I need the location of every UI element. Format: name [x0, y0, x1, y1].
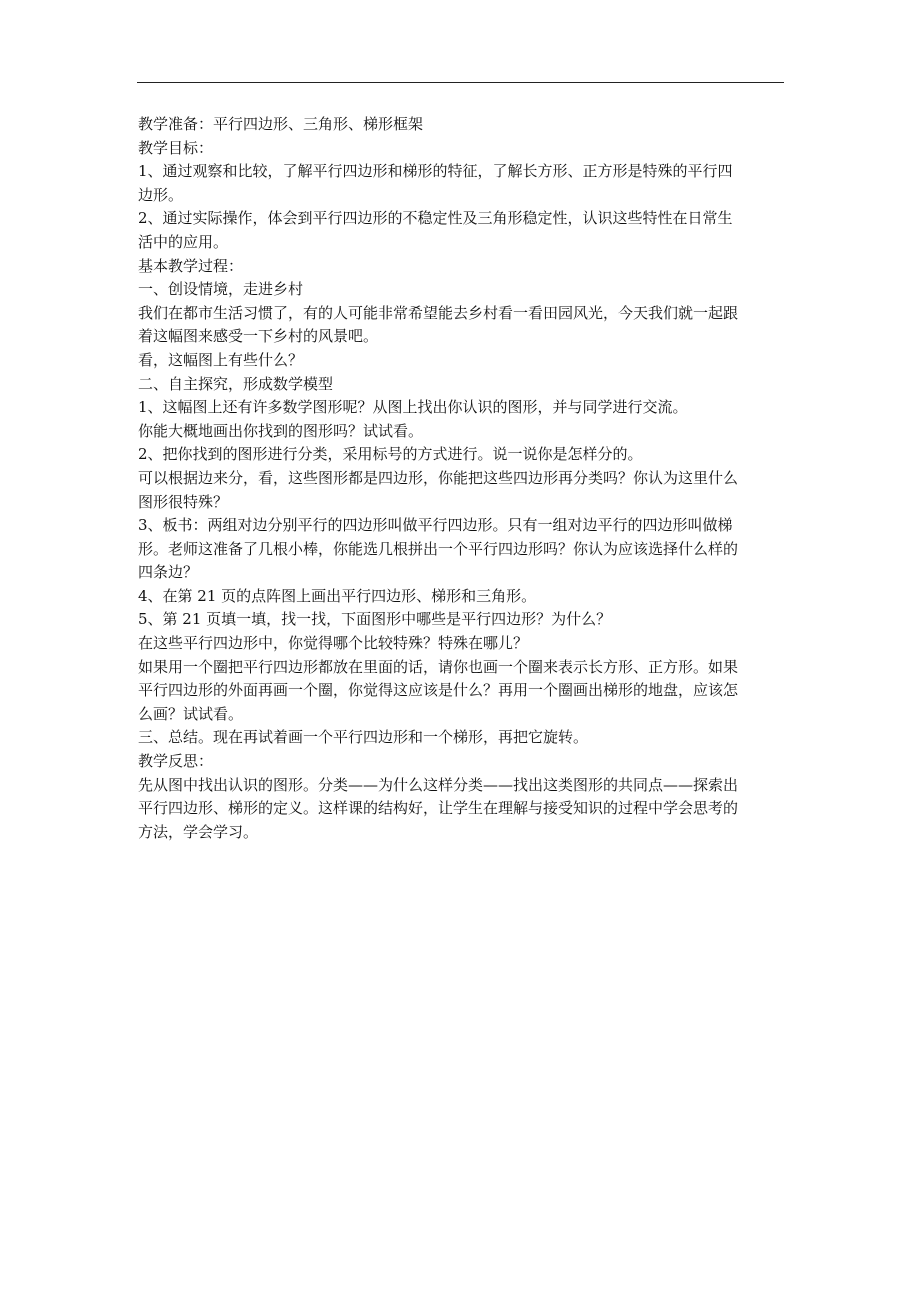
text-line: 教学目标： — [138, 138, 214, 157]
text-line: 4、在第 21 页的点阵图上画出平行四边形、梯形和三角形。 — [138, 586, 537, 605]
text-line: 活中的应用。 — [138, 232, 229, 251]
text-line: 看，这幅图上有些什么？ — [138, 350, 304, 369]
text-line: 先从图中找出认识的图形。分类——为什么这样分类——找出这类图形的共同点——探索出 — [138, 775, 739, 794]
text-line: 着这幅图来感受一下乡村的风景吧。 — [138, 327, 379, 346]
text-line: 2、把你找到的图形进行分类，采用标号的方式进行。说一说你是怎样分的。 — [138, 445, 643, 464]
text-line: 1、这幅图上还有许多数学图形呢？从图上找出你认识的图形，并与同学进行交流。 — [138, 398, 688, 417]
text-line: 教学反思： — [138, 752, 214, 771]
text-line: 三、总结。现在再试着画一个平行四边形和一个梯形，再把它旋转。 — [138, 728, 589, 747]
text-line: 教学准备：平行四边形、三角形、梯形框架 — [138, 115, 424, 133]
text-line: 如果用一个圈把平行四边形都放在里面的话，请你也画一个圈来表示长方形、正方形。如果 — [138, 657, 739, 676]
text-line: 四条边？ — [138, 563, 199, 582]
text-line: 图形很特殊？ — [138, 492, 229, 511]
text-line: 你能大概地画出你找到的图形吗？试试看。 — [138, 421, 424, 440]
text-line: 3、板书：两组对边分别平行的四边形叫做平行四边形。只有一组对边平行的四边形叫做梯 — [138, 516, 733, 535]
text-line: 1、通过观察和比较，了解平行四边形和梯形的特征，了解长方形、正方形是特殊的平行四 — [138, 162, 733, 181]
text-line: 我们在都市生活习惯了，有的人可能非常希望能去乡村看一看田园风光，今天我们就一起跟 — [138, 303, 739, 322]
document-body — [138, 113, 788, 844]
text-line: 边形。 — [138, 185, 184, 204]
text-line: 5、第 21 页填一填，找一找，下面图形中哪些是平行四边形？为什么？ — [138, 610, 612, 629]
text-line: 一、创设情境，走进乡村 — [138, 280, 304, 299]
text-line: 么画？试试看。 — [138, 704, 244, 723]
text-line: 平行四边形、梯形的定义。这样课的结构好，让学生在理解与接受知识的过程中学会思考的 — [138, 799, 739, 818]
header-rule — [137, 82, 784, 83]
text-line: 基本教学过程： — [138, 256, 244, 275]
text-line: 方法，学会学习。 — [138, 822, 259, 841]
text-line: 二、自主探究，形成数学模型 — [138, 374, 334, 393]
text-line: 形。老师这准备了几根小棒，你能选几根拼出一个平行四边形吗？你认为应该选择什么样的 — [138, 539, 739, 558]
text-line: 在这些平行四边形中，你觉得哪个比较特殊？特殊在哪儿？ — [138, 634, 529, 653]
text-line: 平行四边形的外面再画一个圈，你觉得这应该是什么？再用一个圈画出梯形的地盘，应该怎 — [138, 681, 739, 700]
text-line: 2、通过实际操作，体会到平行四边形的不稳定性及三角形稳定性，认识这些特性在日常生 — [138, 209, 733, 228]
text-line: 可以根据边来分，看，这些图形都是四边形，你能把这些四边形再分类吗？你认为这里什么 — [138, 468, 739, 487]
